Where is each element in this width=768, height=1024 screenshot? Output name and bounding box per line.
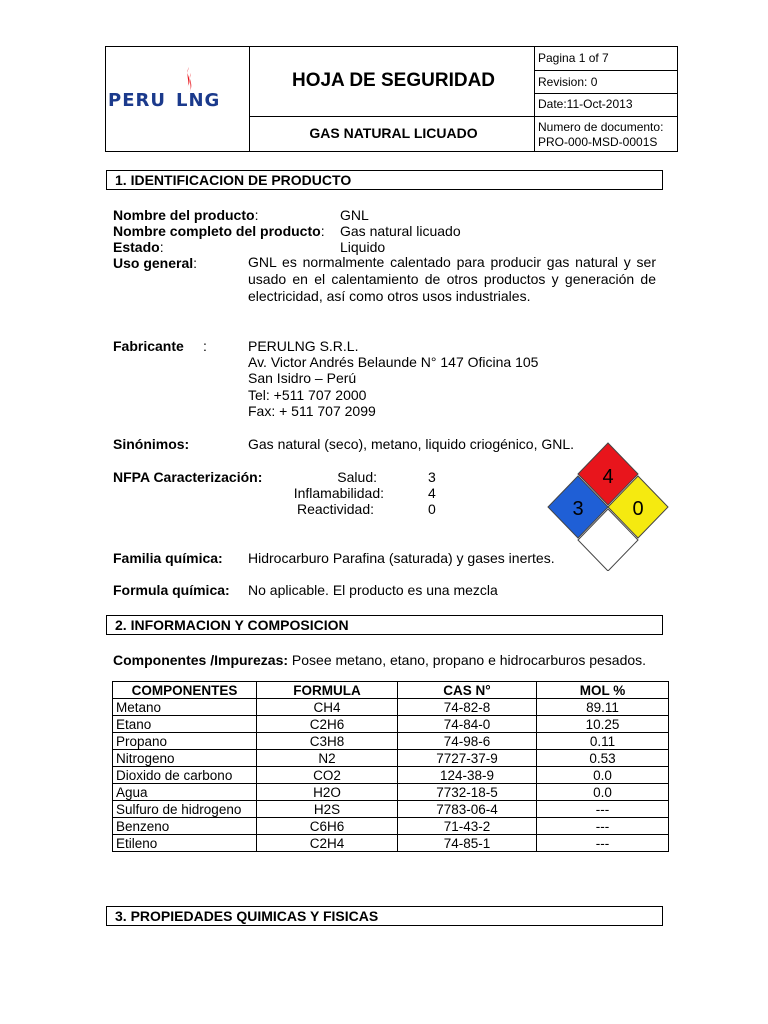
- table-cell: H2O: [257, 784, 398, 801]
- logo-text-lng: LNG: [175, 90, 221, 111]
- nfpa-diamond: [547, 441, 669, 571]
- nfpa-health-label: Salud:: [337, 469, 377, 485]
- table-cell: N2: [257, 750, 398, 767]
- manufacturer-line: Fax: + 511 707 2099: [248, 403, 376, 419]
- nfpa-reactivity-value: 0: [428, 501, 436, 517]
- header-divider: [534, 93, 677, 94]
- synonyms-label: Sinónimos:: [113, 436, 190, 452]
- header-divider: [249, 116, 534, 117]
- table-cell: C3H8: [257, 733, 398, 750]
- table-cell: Nitrogeno: [113, 750, 257, 767]
- document-number-label: Numero de documento:: [538, 120, 664, 134]
- table-cell: 0.0: [537, 767, 669, 784]
- manufacturer-line: Av. Victor Andrés Belaunde N° 147 Oficina 105: [248, 354, 539, 370]
- chemical-family-label: Familia química:: [113, 550, 223, 566]
- manufacturer-colon: :: [203, 338, 207, 354]
- table-cell: 0.11: [537, 733, 669, 750]
- section-heading: 1. IDENTIFICACION DE PRODUCTO: [106, 170, 663, 190]
- table-cell: 10.25: [537, 716, 669, 733]
- table-cell: Metano: [113, 699, 257, 716]
- header-divider: [534, 116, 677, 117]
- manufacturer-label: Fabricante: [113, 338, 184, 354]
- table-row: [113, 767, 669, 784]
- table-cell: 0.0: [537, 784, 669, 801]
- document-date: Date:11-Oct-2013: [538, 97, 633, 111]
- components-line: [113, 652, 646, 668]
- table-cell: C6H6: [257, 818, 398, 835]
- table-cell: 74-98-6: [398, 733, 537, 750]
- table-cell: 74-85-1: [398, 835, 537, 852]
- document-number: PRO-000-MSD-0001S: [538, 135, 658, 149]
- column-header: FORMULA: [257, 682, 398, 699]
- nfpa-flammability-number: 4: [602, 466, 614, 488]
- table-cell: Dioxido de carbono: [113, 767, 257, 784]
- components-label: Componentes /Impurezas:: [113, 652, 289, 668]
- nfpa-reactivity-label: Reactividad:: [296, 501, 374, 517]
- peru-lng-logo: [108, 67, 248, 111]
- table-cell: Etileno: [113, 835, 257, 852]
- chemical-formula-value: No aplicable. El producto es una mezcla: [248, 582, 498, 598]
- document-title: HOJA DE SEGURIDAD: [291, 70, 496, 91]
- nfpa-reactivity-number: 0: [632, 498, 644, 520]
- synonyms-value: Gas natural (seco), metano, liquido criogénico, GNL.: [248, 436, 575, 452]
- table-row: [113, 699, 669, 716]
- table-cell: 74-82-8: [398, 699, 537, 716]
- chemical-family-value: Hidrocarburo Parafina (saturada) y gases inertes.: [248, 550, 555, 566]
- nfpa-health-number: 3: [572, 498, 584, 520]
- full-name-value: Gas natural licuado: [340, 223, 461, 239]
- table-row: [113, 716, 669, 733]
- table-cell: Sulfuro de hidrogeno: [113, 801, 257, 818]
- nfpa-label: NFPA Caracterización:: [113, 469, 263, 485]
- table-cell: C2H6: [257, 716, 398, 733]
- table-cell: 7727-37-9: [398, 750, 537, 767]
- general-use-label: Uso general:: [113, 255, 198, 271]
- table-row: [113, 750, 669, 767]
- revision: Revision: 0: [538, 75, 598, 89]
- manufacturer-line: Tel: +511 707 2000: [248, 387, 367, 403]
- table-cell: Propano: [113, 733, 257, 750]
- state-label: Estado:: [113, 239, 164, 255]
- section-heading: 2. INFORMACION Y COMPOSICION: [106, 615, 663, 635]
- header-divider: [534, 70, 677, 71]
- manufacturer-line: PERULNG S.R.L.: [248, 338, 359, 354]
- section-heading: 3. PROPIEDADES QUIMICAS Y FISICAS: [106, 906, 663, 926]
- table-cell: 74-84-0: [398, 716, 537, 733]
- table-row: [113, 835, 669, 852]
- page-number: Pagina 1 of 7: [538, 51, 609, 65]
- table-cell: 0.53: [537, 750, 669, 767]
- table-cell: ---: [537, 818, 669, 835]
- column-header: COMPONENTES: [113, 682, 257, 699]
- logo-text-peru: PERU: [108, 90, 166, 111]
- table-cell: Agua: [113, 784, 257, 801]
- header-divider: [249, 47, 250, 151]
- table-cell: CO2: [257, 767, 398, 784]
- table-row: [113, 801, 669, 818]
- table-row: [113, 733, 669, 750]
- document-header: [105, 46, 678, 152]
- column-header: CAS N°: [398, 682, 537, 699]
- general-use-value: GNL es normalmente calentado para producir gas natural y ser usado en el calentamiento de otros productos y generación de electricidad, así como otros usos industriales.: [248, 254, 656, 304]
- components-value: Posee metano, etano, propano e hidrocarburos pesados.: [288, 652, 647, 668]
- table-cell: Etano: [113, 716, 257, 733]
- column-header: MOL %: [537, 682, 669, 699]
- table-cell: H2S: [257, 801, 398, 818]
- table-cell: 124-38-9: [398, 767, 537, 784]
- table-cell: ---: [537, 835, 669, 852]
- nfpa-flammability-label: Inflamabilidad:: [293, 485, 384, 501]
- table-body: [113, 699, 669, 852]
- table-cell: 71-43-2: [398, 818, 537, 835]
- table-cell: 7732-18-5: [398, 784, 537, 801]
- manufacturer-line: San Isidro – Perú: [248, 370, 357, 386]
- table-row: [113, 784, 669, 801]
- product-name-label: Nombre del producto:: [113, 207, 259, 223]
- table-cell: 89.11: [537, 699, 669, 716]
- nfpa-flammability-value: 4: [428, 485, 436, 501]
- table-header-row: [113, 682, 669, 699]
- table-cell: CH4: [257, 699, 398, 716]
- table-cell: Benzeno: [113, 818, 257, 835]
- table-row: [113, 818, 669, 835]
- table-cell: C2H4: [257, 835, 398, 852]
- nfpa-health-value: 3: [428, 469, 436, 485]
- full-name-label: Nombre completo del producto:: [113, 223, 325, 239]
- composition-table: [112, 681, 669, 852]
- product-name-value: GNL: [340, 207, 369, 223]
- state-value: Liquido: [340, 239, 386, 255]
- table-cell: 7783-06-4: [398, 801, 537, 818]
- table-cell: ---: [537, 801, 669, 818]
- document-subtitle: GAS NATURAL LICUADO: [309, 125, 478, 141]
- chemical-formula-label: Formula química:: [113, 582, 230, 598]
